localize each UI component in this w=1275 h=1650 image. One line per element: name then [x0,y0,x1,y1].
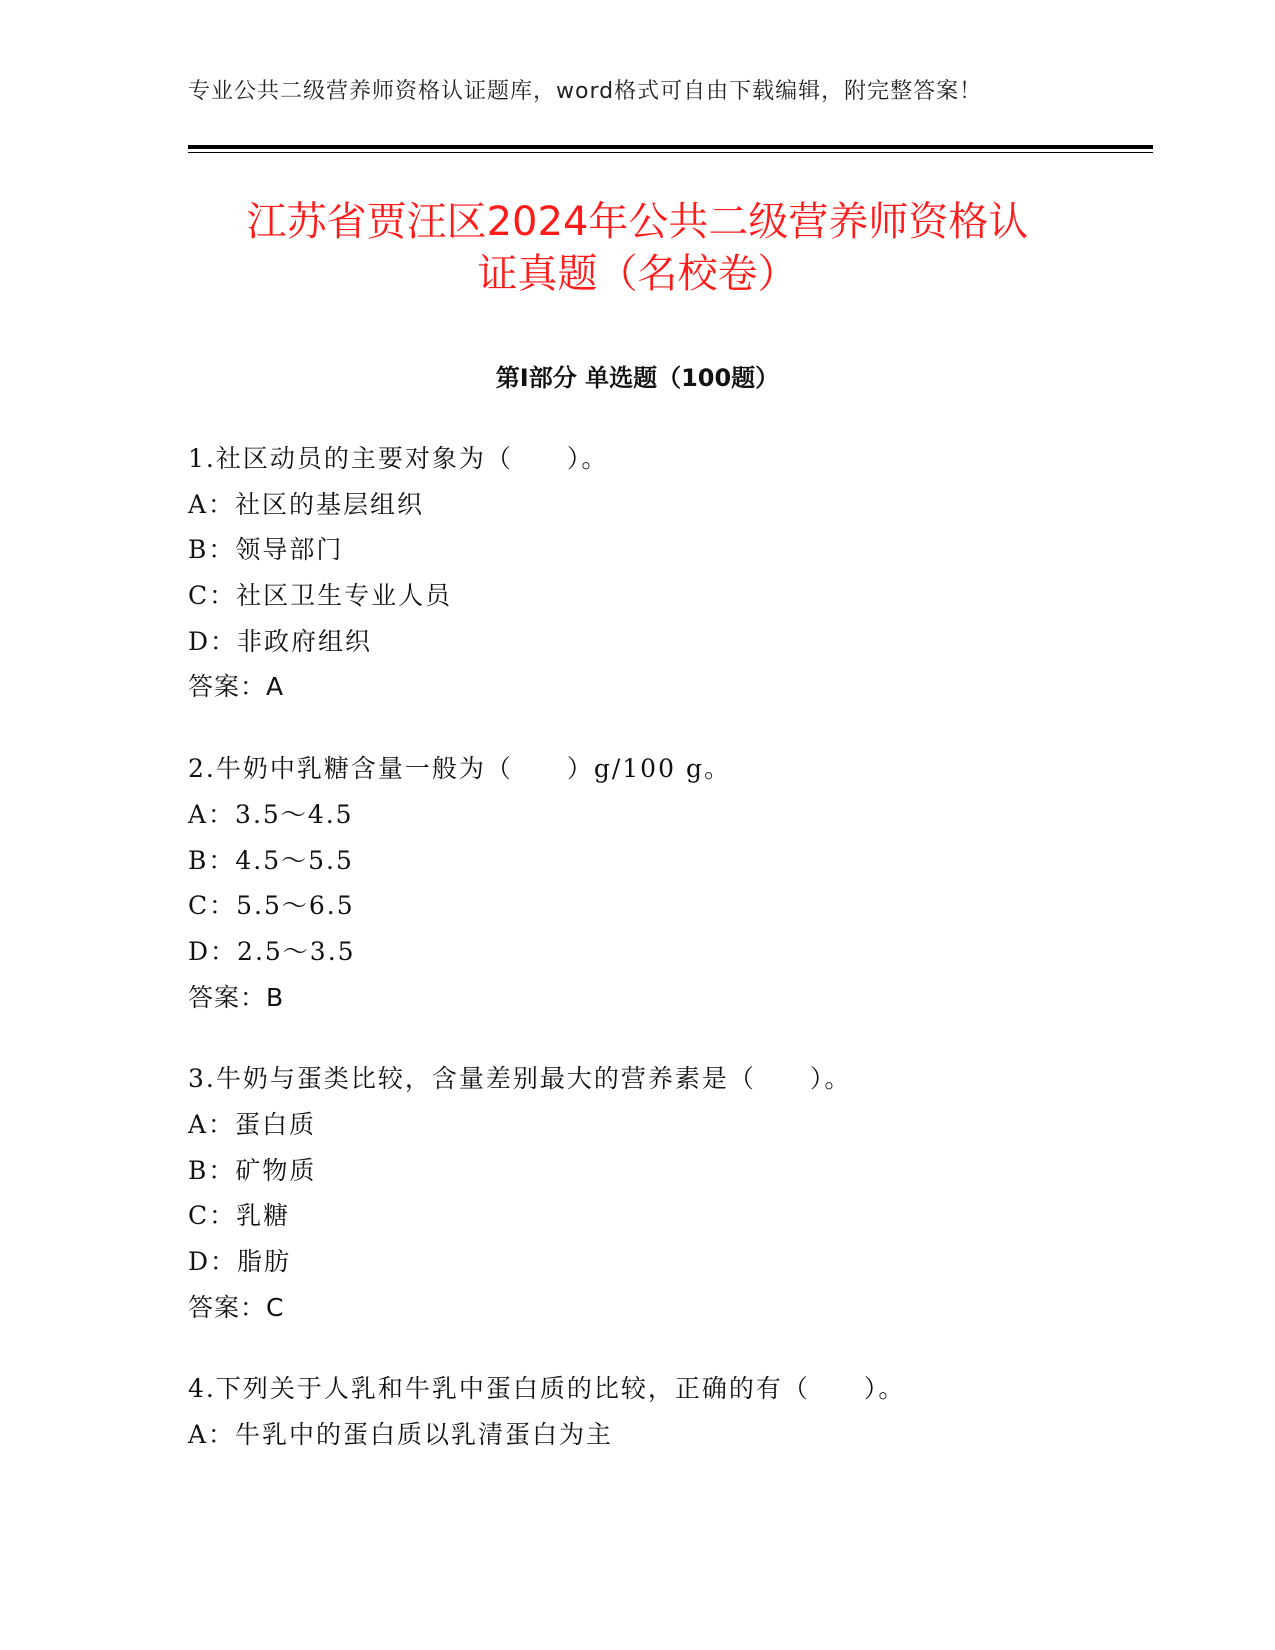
answer: 答案：C [188,1292,285,1322]
header-rule-thin [188,152,1153,153]
option-c: C：5.5～6.5 [188,891,355,921]
header-note: 专业公共二级营养师资格认证题库，word格式可自由下载编辑，附完整答案！ [188,79,983,104]
document-title [160,196,1115,300]
header-rule-thick [188,145,1153,149]
option-d: D：脂肪 [188,1247,292,1276]
question-stem: 2.牛奶中乳糖含量一般为（ ）g/100 g。 [188,754,731,784]
question-stem: 4.下列关于人乳和牛乳中蛋白质的比较，正确的有（ ）。 [188,1374,906,1404]
question-1 [188,443,1148,717]
option-c: C：乳糖 [188,1201,291,1231]
option-a: A：牛乳中的蛋白质以乳清蛋白为主 [188,1420,614,1450]
option-d: D：非政府组织 [188,626,373,656]
question-stem: 1.社区动员的主要对象为（ ）。 [188,444,609,473]
option-b: B：矿物质 [188,1155,317,1185]
question-2 [188,753,1148,1027]
question-3 [188,1063,1148,1337]
option-b: B：4.5～5.5 [188,845,354,875]
option-a: A：蛋白质 [188,1109,317,1139]
question-list [188,443,1148,1501]
option-a: A：社区的基层组织 [188,489,425,519]
title-line-1: 江苏省贾汪区2024年公共二级营养师资格认 [246,199,1029,245]
section-heading: 第Ⅰ部分 单选题（100题） [495,364,780,392]
option-a: A：3.5～4.5 [188,799,354,829]
option-d: D：2.5～3.5 [188,936,356,966]
answer: 答案：A [188,672,285,702]
question-stem: 3.牛奶与蛋类比较，含量差别最大的营养素是（ ）。 [188,1064,852,1094]
answer: 答案：B [188,982,285,1012]
option-b: B：领导部门 [188,535,344,565]
option-c: C：社区卫生专业人员 [188,581,453,611]
title-line-2: 证真题（名校卷） [477,251,798,297]
question-4 [188,1373,1148,1464]
